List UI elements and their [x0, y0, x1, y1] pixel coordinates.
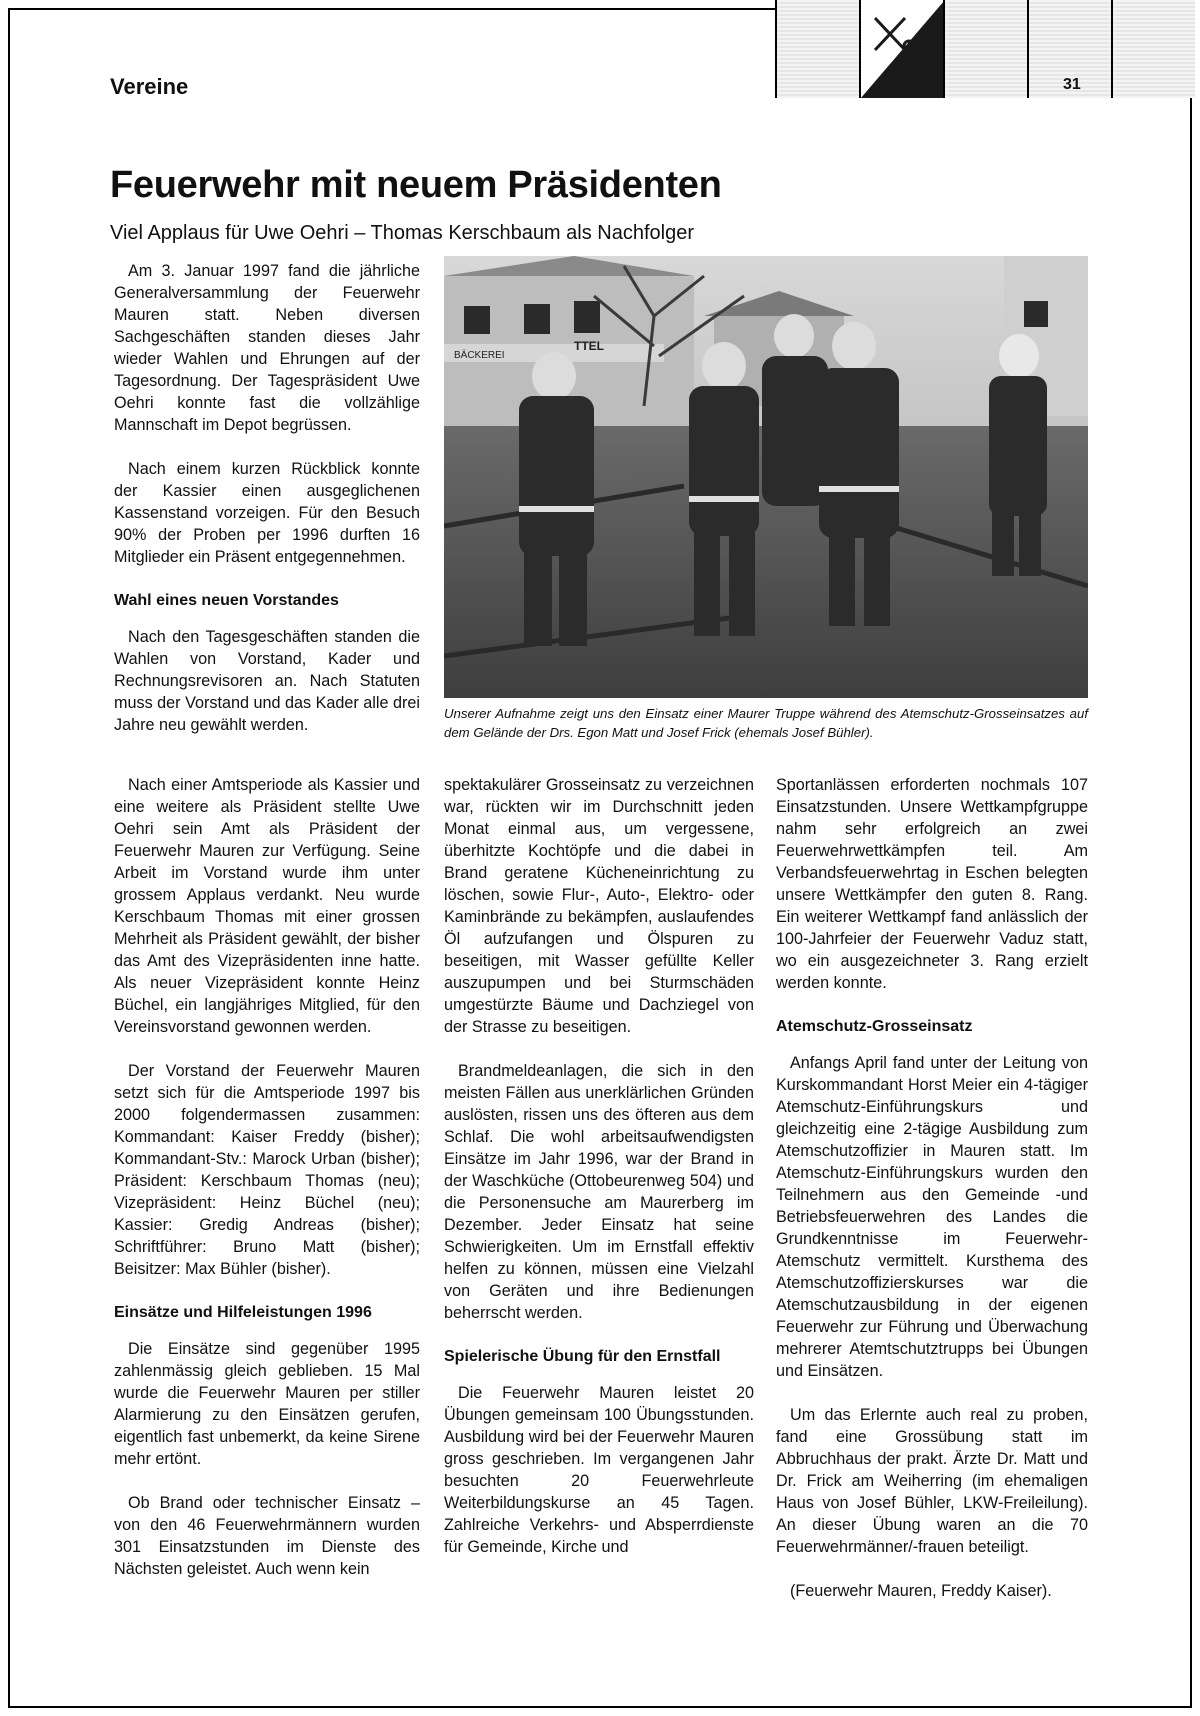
paragraph: Anfangs April fand unter der Leitung von Kurskommandant Horst Meier ein 4-tägiger Atemschutz-Einführungskurs und gleichzeitig eine 2-tägige Ausbildung zum Atemschutzoffizier in Mauren statt. Im Atemschutz-Einführungskurs wurden den Teilnehmern aus den Gemeinde -und Betriebsfeuerwehren des Landes die Grundkenntnisse im Feuerwehr-Atemschutz vermittelt. Kursthema des Atemschutzoffizierskurses war die Atemschutzausbildung in der eigenen Feuerwehr zur Führung und Überwachung mehrerer Atemtschutztrupps bei Übungen und Einsätzen. — [776, 1054, 1088, 1380]
paragraph: Nach den Tagesgeschäften standen die Wahlen von Vorstand, Kader und Rechnungsrevisoren an. Nach Statuten muss der Vorstand und das Kader alle drei Jahre neu gewählt werden. — [114, 628, 420, 734]
section-heading: Atemschutz-Grosseinsatz — [776, 1018, 973, 1035]
crossed-tools-icon — [861, 0, 945, 98]
paragraph: Die Einsätze sind gegenüber 1995 zahlenmässig gleich geblieben. 15 Mal wurde die Feuerwehr Mauren per stiller Alarmierung zu den Einsätzen gerufen, eigentlich fast unbemerkt, da keine Sirene mehr ertönt. — [114, 1340, 420, 1468]
header-tab — [775, 0, 859, 98]
paragraph: spektakulärer Grosseinsatz zu verzeichnen war, rückten wir im Durchschnitt jeden Monat einmal aus, um vergessene, überhitzte Kochtöpfe und die dabei in Brand geratene Kücheneinrichtung zu löschen, sowie Flur-, Auto-, Elektro- oder Kaminbrände zu bekämpfen, auslaufendes Öl aufzufangen und Ölspuren zu beseitigen, mit Wasser gefüllte Keller auszupumpen und bei Sturmschäden umgestürzte Bäume und Dachziegel von der Strasse zu beseitigen. — [444, 776, 754, 1036]
page-number: 31 — [1063, 76, 1081, 93]
header-tab — [943, 0, 1027, 98]
header-tabs — [775, 0, 1200, 98]
paragraph: Um das Erlernte auch real zu proben, fand eine Grossübung statt im Abbruchhaus der prakt. Ärzte Dr. Matt und Dr. Frick am Weiherring (im ehemaligen Haus von Josef Bühler, LKW-Freileilung). An dieser Übung waren an die 70 Feuerwehrmänner/-frauen beteiligt. — [776, 1406, 1088, 1556]
header-tab-active — [859, 0, 943, 98]
header-tab — [1111, 0, 1195, 98]
article-photo — [444, 256, 1088, 698]
shop-sign: BÄCKEREI — [454, 350, 505, 361]
paragraph: Die Feuerwehr Mauren leistet 20 Übungen gemeinsam 100 Übungsstunden. Ausbildung wird bei der Feuerwehr Mauren gross geschrieben. Im vergangenen Jahr besuchten 20 Feuerwehrleute Weiterbildungskurse an 45 Tagen. Zahlreiche Verkehrs- und Absperrdienste für Gemeinde, Kirche und — [444, 1384, 754, 1556]
firefighters-photo — [444, 256, 1088, 698]
paragraph: Nach einer Amtsperiode als Kassier und eine weitere als Präsident stellte Uwe Oehri sein Amt als Präsident der Feuerwehr Mauren zur Verfügung. Seine Arbeit im Vorstand wurde ihm unter grossem Applaus verdankt. Neu wurde Kerschbaum Thomas mit einer grossen Mehrheit als Präsident gewählt, der bisher das Amt des Vizepräsidenten inne hatte. Als neuer Vizepräsident konnte Heinz Büchel, ein langjähriges Mitglied, für den Vereinsvorstand gewonnen werden. — [114, 776, 420, 1036]
signature: (Feuerwehr Mauren, Freddy Kaiser). — [790, 1582, 1052, 1600]
shop-sign: TTEL — [574, 339, 604, 353]
column-1-lower — [114, 774, 420, 1602]
section-heading: Einsätze und Hilfeleistungen 1996 — [114, 1304, 372, 1321]
section-heading: Wahl eines neuen Vorstandes — [114, 592, 339, 609]
section-label: Vereine — [110, 74, 189, 99]
paragraph: Nach einem kurzen Rückblick konnte der Kassier einen ausgeglichenen Kassenstand vorzeigen. Für den Besuch 90% der Proben per 1996 durften 16 Mitglieder ein Präsent entgegennehmen. — [114, 460, 420, 566]
paragraph: Der Vorstand der Feuerwehr Mauren setzt sich für die Amtsperiode 1997 bis 2000 folgendermassen zusammen: Kommandant: Kaiser Freddy (bisher); Kommandant-Stv.: Marock Urban (bisher); Präsident: Kerschbaum Thomas (neu); Vizepräsident: Heinz Büchel (neu); Kassier: Gredig Andreas (bisher); Schriftführer: Bruno Matt (bisher); Beisitzer: Max Bühler (bisher). — [114, 1062, 420, 1278]
paragraph: Brandmeldeanlagen, die sich in den meisten Fällen aus unerklärlichen Gründen auslösten, rissen uns des öfteren aus dem Schlaf. Die wohl arbeitsaufwendigsten Einsätze im Jahr 1996, war der Brand in der Waschküche (Ottobeurenweg 504) und die Personensuche am Maurerberg im Dezember. Jeder Einsatz hat seine Schwierigkeiten. Um im Ernstfall effektiv helfen zu können, müssen eine Vielzahl von Geräten und ihre Bedienungen beherrscht werden. — [444, 1062, 754, 1322]
column-1-upper — [114, 260, 420, 758]
paragraph: Ob Brand oder technischer Einsatz – von den 46 Feuerwehrmännern wurden 301 Einsatzstunden im Dienste des Nächsten geleistet. Auch wenn kein — [114, 1494, 420, 1578]
article-title: Feuerwehr mit neuem Präsidenten — [110, 164, 722, 206]
section-heading: Spielerische Übung für den Ernstfall — [444, 1348, 721, 1365]
article-subtitle: Viel Applaus für Uwe Oehri – Thomas Kerschbaum als Nachfolger — [110, 222, 694, 244]
column-2 — [444, 774, 754, 1580]
paragraph: Sportanlässen erforderten nochmals 107 Einsatzstunden. Unsere Wettkampfgruppe nahm sehr erfolgreich an zwei Feuerwehrwettkämpfen teil. Am Verbandsfeuerwehrtag in Eschen belegten unsere Wettkämpfer den guten 8. Rang. Ein weiterer Wettkampf fand anlässlich der 100-Jahrfeier der Feuerwehr Vaduz statt, wo ein ausgezeichneter 3. Rang erzielt werden konnte. — [776, 776, 1088, 992]
column-3 — [776, 774, 1088, 1624]
photo-caption: Unserer Aufnahme zeigt uns den Einsatz einer Maurer Truppe während des Atemschutz-Grosseinsatzes auf dem Gelände der Drs. Egon Matt und Josef Frick (ehemals Josef Bühler). — [444, 706, 1088, 740]
paragraph: Am 3. Januar 1997 fand die jährliche Generalversammlung der Feuerwehr Mauren statt. Neben diversen Sachgeschäften standen dieses Jahr wieder Wahlen und Ehrungen auf der Tagesordnung. Der Tagespräsident Uwe Oehri konnte fast die vollzählige Mannschaft im Depot begrüssen. — [114, 262, 420, 434]
